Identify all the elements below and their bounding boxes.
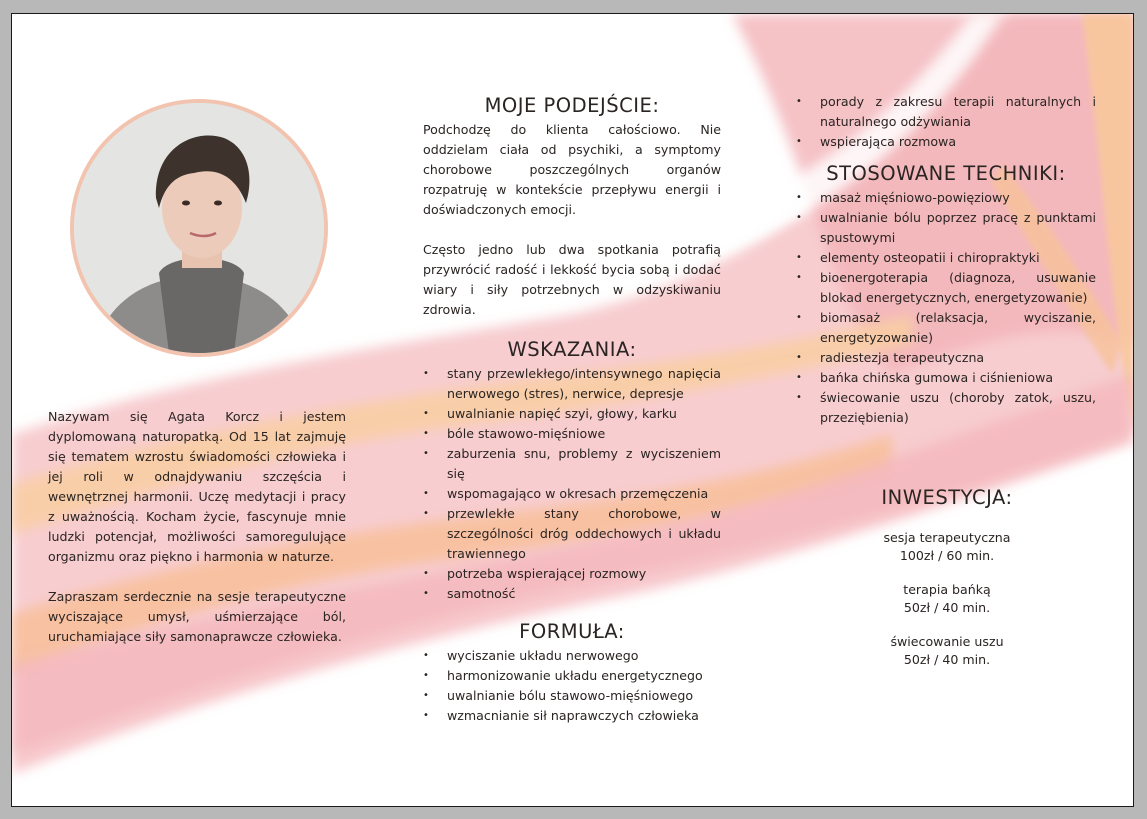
price-item bbox=[823, 633, 1071, 668]
list-item: • radiestezja terapeutyczna bbox=[796, 348, 1096, 368]
approach-paragraph-2: Często jedno lub dwa spotkania potrafią przywrócić radość i lekkość bycia sobą i dodać wiary i siły potrzebnych w odzyskiwaniu zdrowia. bbox=[423, 242, 721, 317]
price-name: sesja terapeutyczna bbox=[883, 530, 1011, 545]
list-item: • porady z zakresu terapii naturalnych i naturalnego odżywiania bbox=[796, 92, 1096, 132]
list-item: • zaburzenia snu, problemy z wyciszeniem się bbox=[423, 444, 721, 484]
extras-list bbox=[796, 92, 1096, 152]
brochure-page bbox=[11, 13, 1134, 807]
intro-paragraph-1: Nazywam się Agata Korcz i jestem dyplomowaną naturopatką. Od 15 lat zajmuję się tematem wzrostu świadomości człowieka i jej roli w odnajdywaniu szczęścia i wewnętrznej harmonii. Uczę medytacji i pracy z uważnością. Kocham życie, fascynuje mnie ludzki potencjał, możliwości samoregulujące organizmu oraz piękno i harmonia w naturze. bbox=[48, 409, 346, 564]
list-item: • bańka chińska gumowa i ciśnieniowa bbox=[796, 368, 1096, 388]
techniques-heading: STOSOWANE TECHNIKI: bbox=[826, 162, 1066, 185]
list-item: • świecowanie uszu (choroby zatok, uszu, przeziębienia) bbox=[796, 388, 1096, 428]
list-item: • potrzeba wspierającej rozmowy bbox=[423, 564, 721, 584]
price-item bbox=[823, 581, 1071, 616]
price-name: terapia bańką bbox=[903, 582, 991, 597]
price-item bbox=[823, 529, 1071, 564]
indications-list bbox=[423, 364, 721, 604]
list-item: • bioenergoterapia (diagnoza, usuwanie blokad energetycznych, energetyzowanie) bbox=[796, 268, 1096, 308]
right-column bbox=[796, 92, 1096, 428]
list-item: • biomasaż (relaksacja, wyciszanie, energetyzowanie) bbox=[796, 308, 1096, 348]
approach-paragraph-1: Podchodzę do klienta całościowo. Nie oddzielam ciała od psychiki, a symptomy chorobowe poszczególnych organów rozpatruję w kontekście przepływu energii i doświadczonych emocji. bbox=[423, 122, 721, 217]
techniques-list bbox=[796, 188, 1096, 428]
price-name: świecowanie uszu bbox=[890, 634, 1004, 649]
list-item: • wzmacnianie sił naprawczych człowieka bbox=[423, 706, 721, 726]
list-item: • uwalnianie bólu stawowo-mięśniowego bbox=[423, 686, 721, 706]
indications-heading: WSKAZANIA: bbox=[507, 338, 637, 361]
investment-heading: INWESTYCJA: bbox=[881, 486, 1013, 509]
list-item: • przewlekłe stany chorobowe, w szczególności dróg oddechowych i układu trawiennego bbox=[423, 504, 721, 564]
portrait-photo bbox=[70, 99, 328, 357]
portrait-illustration bbox=[74, 103, 324, 353]
middle-column bbox=[423, 92, 721, 726]
intro-column bbox=[48, 407, 346, 647]
list-item: • wyciszanie układu nerwowego bbox=[423, 646, 721, 666]
price-value: 100zł / 60 min. bbox=[899, 547, 995, 563]
list-item: • bóle stawowo-mięśniowe bbox=[423, 424, 721, 444]
price-value: 50zł / 40 min. bbox=[903, 651, 991, 667]
list-item: • elementy osteopatii i chiropraktyki bbox=[796, 248, 1096, 268]
list-item: • harmonizowanie układu energetycznego bbox=[423, 666, 721, 686]
price-value: 50zł / 40 min. bbox=[903, 599, 991, 615]
formula-list bbox=[423, 646, 721, 726]
list-item: • uwalnianie napięć szyi, głowy, karku bbox=[423, 404, 721, 424]
formula-heading: FORMUŁA: bbox=[519, 620, 625, 643]
intro-paragraph-2: Zapraszam serdecznie na sesje terapeutyczne wyciszające umysł, uśmierzające ból, uruchamiające siły samonaprawcze człowieka. bbox=[48, 589, 346, 644]
list-item: • uwalnianie bólu poprzez pracę z punktami spustowymi bbox=[796, 208, 1096, 248]
approach-heading: MOJE PODEJŚCIE: bbox=[484, 94, 660, 117]
list-item: • masaż mięśniowo-powięziowy bbox=[796, 188, 1096, 208]
list-item: • stany przewlekłego/intensywnego napięcia nerwowego (stres), nerwice, depresje bbox=[423, 364, 721, 404]
list-item: • wspierająca rozmowa bbox=[796, 132, 1096, 152]
investment-section bbox=[823, 484, 1071, 685]
list-item: • wspomagająco w okresach przemęczenia bbox=[423, 484, 721, 504]
list-item: • samotność bbox=[423, 584, 721, 604]
